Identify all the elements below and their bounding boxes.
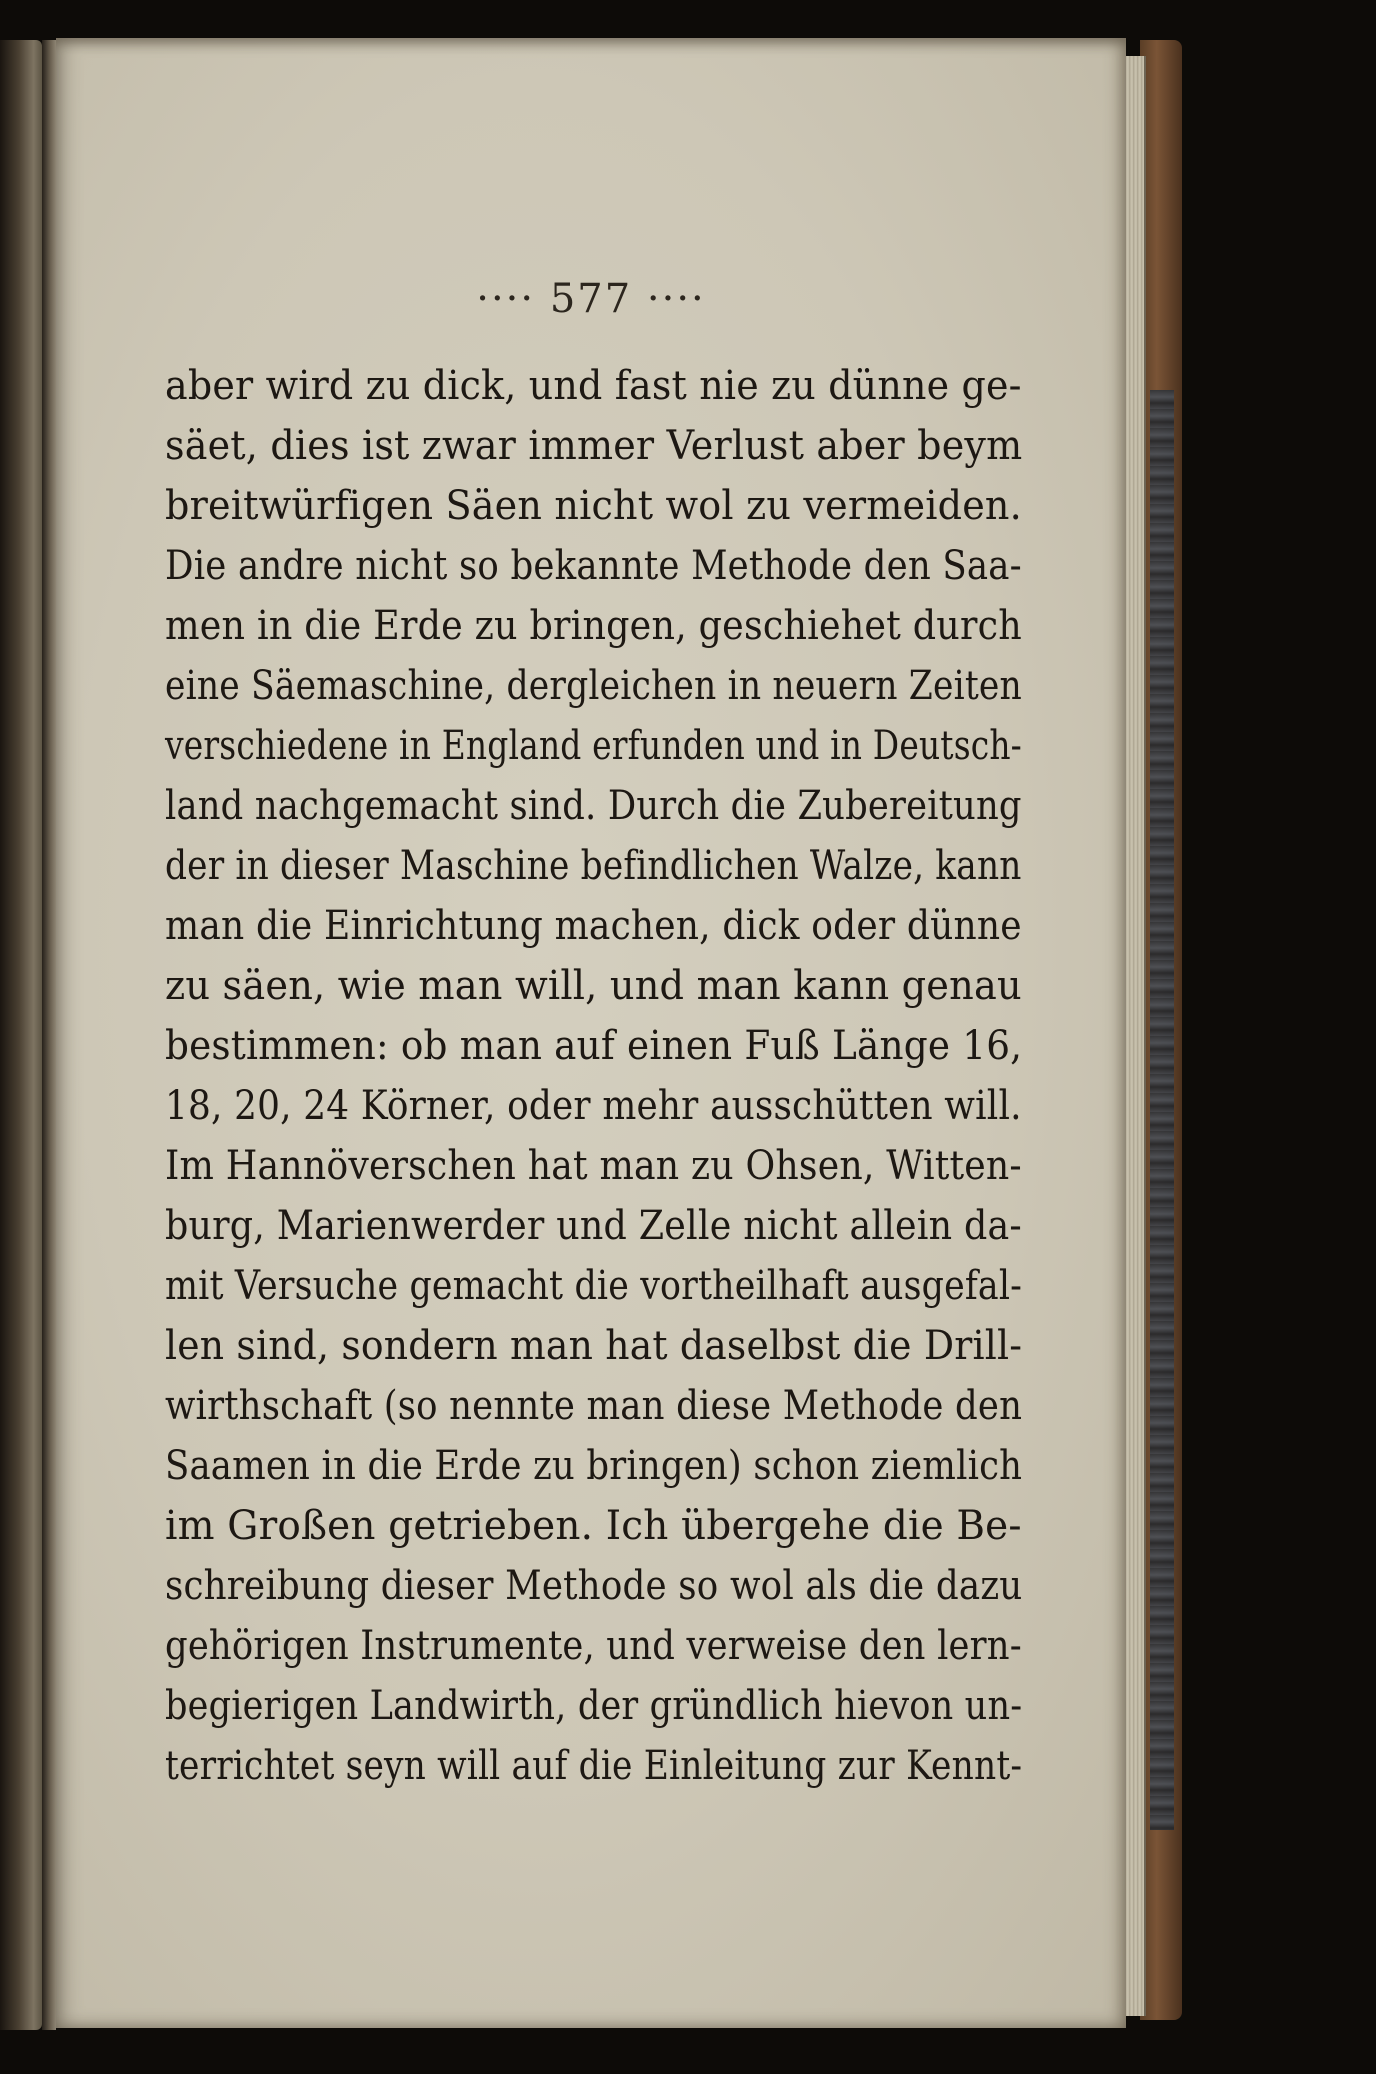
text-line: der in dieser Maschine befindlichen Walze, kann <box>165 843 1022 889</box>
text-line: verschiedene in England erfunden und in Deutsch- <box>165 723 1022 769</box>
text-line: man die Einrichtung machen, dick oder dünne <box>165 903 1022 949</box>
text-line: Die andre nicht so bekannte Methode den Saa- <box>165 543 1022 589</box>
text-line: mit Versuche gemacht die vortheilhaft ausgefal- <box>165 1263 1023 1309</box>
page-header <box>56 276 1126 322</box>
text-line: 18, 20, 24 Körner, oder mehr ausschütten will. <box>165 1083 1022 1129</box>
text-line: terrichtet seyn will auf die Einleitung zur Kennt- <box>165 1743 1023 1789</box>
book-page <box>56 38 1126 2028</box>
text-line: men in die Erde zu bringen, geschiehet durch <box>165 603 1022 649</box>
text-line: len sind, sondern man hat daselbst die Drill- <box>165 1323 1023 1369</box>
text-line: säet, dies ist zwar immer Verlust aber beym <box>165 423 1023 469</box>
left-page-edge <box>0 40 42 2030</box>
text-line: begierigen Landwirth, der gründlich hievon un- <box>165 1683 1023 1729</box>
text-line: eine Säemaschine, dergleichen in neuern Zeiten <box>165 663 1022 709</box>
text-line: burg, Marienwerder und Zelle nicht allein da- <box>165 1203 1022 1249</box>
text-line: Im Hannöverschen hat man zu Ohsen, Witten- <box>165 1143 1022 1189</box>
text-line: wirthschaft (so nennte man diese Methode den <box>165 1383 1023 1429</box>
text-line: Saamen in die Erde zu bringen) schon ziemlich <box>165 1443 1023 1489</box>
text-line: zu säen, wie man will, und man kann genau <box>165 963 1022 1009</box>
text-line: breitwürfigen Säen nicht wol zu vermeiden. <box>165 483 1022 529</box>
text-line: schreibung dieser Methode so wol als die dazu <box>165 1563 1023 1609</box>
text-line: land nachgemacht sind. Durch die Zubereitung <box>165 783 1022 829</box>
page-gutter <box>42 40 56 2030</box>
text-line: gehörigen Instrumente, und verweise den lern- <box>165 1623 1022 1669</box>
cover-marbled-edge <box>1150 390 1174 1830</box>
text-line: bestimmen: ob man auf einen Fuß Länge 16, <box>165 1023 1023 1069</box>
page-number: ···· 577 ···· <box>476 276 706 322</box>
text-line: im Großen getrieben. Ich übergehe die Be- <box>165 1503 1022 1549</box>
text-line: aber wird zu dick, und fast nie zu dünne ge- <box>165 363 1022 409</box>
body-text <box>165 356 1022 1796</box>
